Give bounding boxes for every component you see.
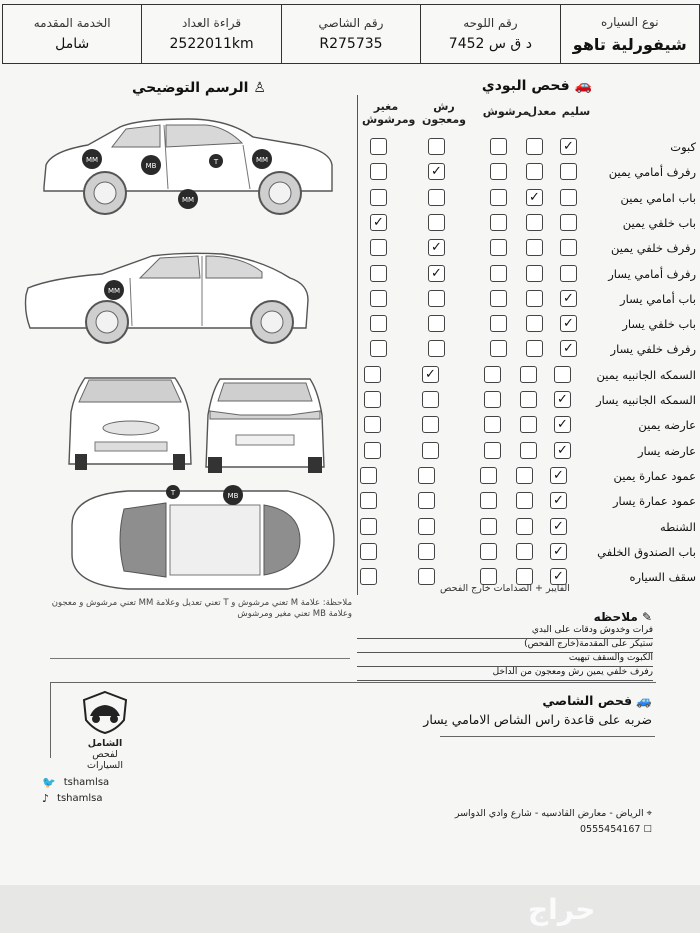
body-check-checkbox[interactable]: ✓: [550, 492, 567, 509]
body-check-checkbox[interactable]: ✓: [428, 163, 445, 180]
body-check-checkbox[interactable]: [364, 442, 381, 459]
divider-line: [50, 658, 350, 659]
notes-title: ✎ ملاحظه: [593, 610, 652, 624]
body-check-checkbox[interactable]: [364, 391, 381, 408]
chassis-title: 🚙 فحص الشاصي: [542, 693, 652, 708]
body-check-checkbox[interactable]: [360, 543, 377, 560]
body-check-checkbox[interactable]: [422, 416, 439, 433]
body-check-checkbox[interactable]: ✓: [554, 442, 571, 459]
car-icon: 🚗: [574, 78, 592, 94]
body-check-checkbox[interactable]: [526, 265, 543, 282]
body-check-checkbox[interactable]: [480, 492, 497, 509]
body-check-title: 🚗 فحص البودي: [481, 78, 592, 94]
tiktok-handle[interactable]: ♪ tshamlsa: [42, 792, 103, 805]
body-check-checkbox[interactable]: [520, 366, 537, 383]
body-check-checkbox[interactable]: [526, 290, 543, 307]
body-check-checkbox[interactable]: [370, 239, 387, 256]
body-check-checkbox[interactable]: ✓: [526, 189, 543, 206]
body-check-checkbox[interactable]: [516, 492, 533, 509]
body-check-checkbox[interactable]: [490, 239, 507, 256]
chassis-label: رقم الشاصي: [318, 16, 384, 30]
body-part-label: عمود عمارة يسار: [613, 494, 696, 508]
body-check-checkbox[interactable]: [428, 315, 445, 332]
car-diagram-side-right: [38, 115, 338, 220]
body-check-checkbox[interactable]: [418, 467, 435, 484]
badge-mm-2-label: MM: [255, 156, 269, 164]
body-check-checkbox[interactable]: [484, 366, 501, 383]
body-part-label: السمكه الجانبيه يمين: [596, 368, 696, 382]
body-check-checkbox[interactable]: [490, 214, 507, 231]
body-check-checkbox[interactable]: ✓: [550, 568, 567, 585]
body-check-checkbox[interactable]: [554, 366, 571, 383]
body-check-checkbox[interactable]: [520, 416, 537, 433]
body-check-checkbox[interactable]: [370, 315, 387, 332]
odometer-label: قراءة العداد: [181, 16, 242, 30]
car-diagram-top: [68, 485, 338, 595]
vehicle-info-header: [2, 4, 700, 64]
body-check-checkbox[interactable]: ✓: [554, 416, 571, 433]
body-check-checkbox[interactable]: [484, 391, 501, 408]
plate-label: رقم اللوحه: [463, 16, 518, 30]
car-type-label: نوع السياره: [601, 14, 659, 29]
body-part-label: باب خلفي يمين: [622, 216, 696, 230]
body-part-label: سقف السياره: [629, 570, 696, 584]
body-check-checkbox[interactable]: [516, 467, 533, 484]
header-service: [3, 5, 141, 63]
twitter-handle[interactable]: 🐦 tshamlsa: [42, 776, 110, 789]
body-part-label: عارضه يسار: [637, 444, 696, 458]
badge-t-1-label: T: [213, 158, 219, 166]
service-value: شامل: [55, 36, 90, 52]
body-check-checkbox[interactable]: [560, 163, 577, 180]
body-part-label: رفرف أمامي يسار: [608, 267, 696, 281]
body-check-checkbox[interactable]: [526, 315, 543, 332]
body-check-checkbox[interactable]: [480, 467, 497, 484]
location-icon: ⌖: [646, 808, 652, 819]
body-check-checkbox[interactable]: [490, 189, 507, 206]
body-check-checkbox[interactable]: [422, 391, 439, 408]
body-check-checkbox[interactable]: ✓: [428, 265, 445, 282]
body-check-checkbox[interactable]: [370, 340, 387, 357]
body-check-checkbox[interactable]: ✓: [560, 138, 577, 155]
body-check-checkbox[interactable]: ✓: [560, 290, 577, 307]
odometer-value: 2522011km: [169, 36, 254, 52]
car-type-value: شيفورلية تاهو: [572, 34, 687, 54]
chassis-value: R275735: [319, 36, 383, 52]
body-check-checkbox[interactable]: [360, 518, 377, 535]
body-check-checkbox[interactable]: [428, 138, 445, 155]
phone-icon: ☐: [643, 824, 652, 835]
body-check-checkbox[interactable]: [418, 492, 435, 509]
body-check-checkbox[interactable]: [526, 138, 543, 155]
body-check-checkbox[interactable]: [484, 442, 501, 459]
brand-logo: [75, 690, 135, 771]
badge-mm-1-label: MM: [85, 156, 99, 164]
address: ⌖ الرياض - معارض القادسيه - شارع وادي الدواسر: [454, 808, 652, 819]
body-part-label: باب خلفي يسار: [622, 317, 696, 331]
body-check-checkbox[interactable]: ✓: [428, 239, 445, 256]
body-check-checkbox[interactable]: [422, 442, 439, 459]
note-line: رفرف خلفي يمين رش ومعجون من الداخل: [357, 667, 653, 681]
badge-mm-3-label: MM: [181, 196, 195, 204]
body-check-checkbox[interactable]: [560, 265, 577, 282]
body-check-checkbox[interactable]: [560, 214, 577, 231]
body-part-label: السمكه الجانبيه يسار: [596, 393, 696, 407]
body-check-checkbox[interactable]: [490, 315, 507, 332]
note-icon: ✎: [641, 610, 652, 624]
body-check-checkbox[interactable]: [490, 290, 507, 307]
body-part-label: رفرف خلفي يمين: [610, 241, 696, 255]
body-check-checkbox[interactable]: [526, 163, 543, 180]
tiktok-icon: ♪: [42, 792, 50, 805]
body-check-checkbox[interactable]: [360, 492, 377, 509]
body-check-checkbox[interactable]: [560, 189, 577, 206]
twitter-icon: 🐦: [42, 776, 56, 789]
column-header: مرشوش: [482, 105, 530, 118]
body-check-checkbox[interactable]: ✓: [550, 543, 567, 560]
body-check-checkbox[interactable]: [490, 340, 507, 357]
plate-value: د ق س 7452: [448, 36, 532, 52]
column-header: معدل: [527, 105, 557, 118]
body-part-label: عمود عمارة يمين: [613, 469, 696, 483]
badge-t-2-label: T: [170, 489, 176, 497]
header-chassis: [281, 5, 420, 63]
car-diagram-front: [65, 372, 195, 472]
body-check-checkbox[interactable]: [428, 290, 445, 307]
body-check-checkbox[interactable]: [490, 138, 507, 155]
body-check-checkbox[interactable]: [526, 340, 543, 357]
note-line: ستيكر على المقدمة(خارج الفحص): [357, 639, 653, 653]
body-check-checkbox[interactable]: [370, 138, 387, 155]
body-part-label: كبوت: [670, 140, 696, 154]
body-check-checkbox[interactable]: [364, 366, 381, 383]
body-check-checkbox[interactable]: ✓: [554, 391, 571, 408]
car-icon: 🚙: [636, 693, 652, 708]
body-check-checkbox[interactable]: [370, 290, 387, 307]
body-check-checkbox[interactable]: [360, 467, 377, 484]
body-check-checkbox[interactable]: [520, 391, 537, 408]
body-check-checkbox[interactable]: [480, 518, 497, 535]
body-check-checkbox[interactable]: [490, 265, 507, 282]
chassis-finding: ضربه على قاعدة راس الشاص الامامي يسار: [423, 712, 652, 727]
header-car-type: [560, 5, 699, 63]
column-header: رش ومعجون: [421, 100, 467, 126]
badge-mb-1-label: MB: [145, 162, 157, 170]
body-check-checkbox[interactable]: ✓: [560, 340, 577, 357]
body-check-checkbox[interactable]: ✓: [370, 214, 387, 231]
body-check-checkbox[interactable]: ✓: [560, 315, 577, 332]
body-check-checkbox[interactable]: [516, 543, 533, 560]
body-check-checkbox[interactable]: [526, 239, 543, 256]
body-part-label: باب الصندوق الخلفي: [597, 545, 696, 559]
body-part-label: الشنطه: [659, 520, 696, 534]
body-check-checkbox[interactable]: [480, 543, 497, 560]
body-check-checkbox[interactable]: [490, 163, 507, 180]
body-check-checkbox[interactable]: [560, 239, 577, 256]
car-diagram-side-left: [22, 250, 312, 350]
watermark-haraj: حراج: [528, 893, 596, 926]
body-check-checkbox[interactable]: [526, 214, 543, 231]
note-line: الكبوت والسقف تبهيت: [357, 653, 653, 667]
body-check-checkbox[interactable]: [428, 189, 445, 206]
car-diagram-rear: [200, 375, 330, 475]
bumper-note: الفايبر + الصدامات خارج الفحص: [440, 583, 570, 594]
body-part-label: رفرف خلفي يسار: [610, 342, 696, 356]
body-check-checkbox[interactable]: [364, 416, 381, 433]
body-check-checkbox[interactable]: [370, 163, 387, 180]
note-line: فرات وخدوش ودقات على البدي: [357, 625, 653, 639]
body-check-checkbox[interactable]: ✓: [550, 518, 567, 535]
body-check-checkbox[interactable]: [520, 442, 537, 459]
badge-mb-2-label: MB: [227, 492, 239, 500]
column-header: سليم: [561, 105, 591, 118]
brand-tagline: لفحص السيارات: [87, 749, 123, 771]
diagram-legend: ملاحظة: علامة M تعني مرشوش و T تعني تعديل وعلامة MM تعني مرشوش و معجون وعلامة MB تعني مغير ومرشوش: [51, 598, 352, 619]
body-check-checkbox[interactable]: ✓: [550, 467, 567, 484]
body-check-checkbox[interactable]: [428, 214, 445, 231]
body-part-label: باب أمامي يسار: [620, 292, 696, 306]
body-part-label: باب امامي يمين: [620, 191, 696, 205]
phone[interactable]: ☐ 0555454167: [579, 824, 652, 835]
body-check-checkbox[interactable]: [360, 568, 377, 585]
body-check-checkbox[interactable]: [370, 265, 387, 282]
body-check-checkbox[interactable]: [370, 189, 387, 206]
body-check-checkbox[interactable]: [418, 543, 435, 560]
section-divider: [357, 95, 358, 595]
badge-mm-4-label: MM: [107, 287, 121, 295]
body-check-checkbox[interactable]: [516, 518, 533, 535]
body-check-checkbox[interactable]: ✓: [422, 366, 439, 383]
body-part-label: عارضه يمين: [638, 418, 696, 432]
person-icon: ♙: [253, 80, 266, 96]
column-header: مغير ومرشوش: [362, 100, 416, 126]
body-check-checkbox[interactable]: [418, 568, 435, 585]
header-plate: [420, 5, 559, 63]
body-check-checkbox[interactable]: [428, 340, 445, 357]
header-odometer: [141, 5, 280, 63]
body-part-label: رفرف أمامي يمين: [608, 165, 696, 179]
body-check-checkbox[interactable]: [418, 518, 435, 535]
service-label: الخدمة المقدمه: [33, 16, 111, 30]
body-check-checkbox[interactable]: [484, 416, 501, 433]
diagram-title: ♙ الرسم التوضيحي: [132, 80, 266, 96]
brand-name: الشامل: [87, 738, 123, 749]
chassis-underline: [440, 736, 655, 737]
shield-car-icon: [80, 690, 130, 734]
notes-box: [357, 625, 653, 681]
